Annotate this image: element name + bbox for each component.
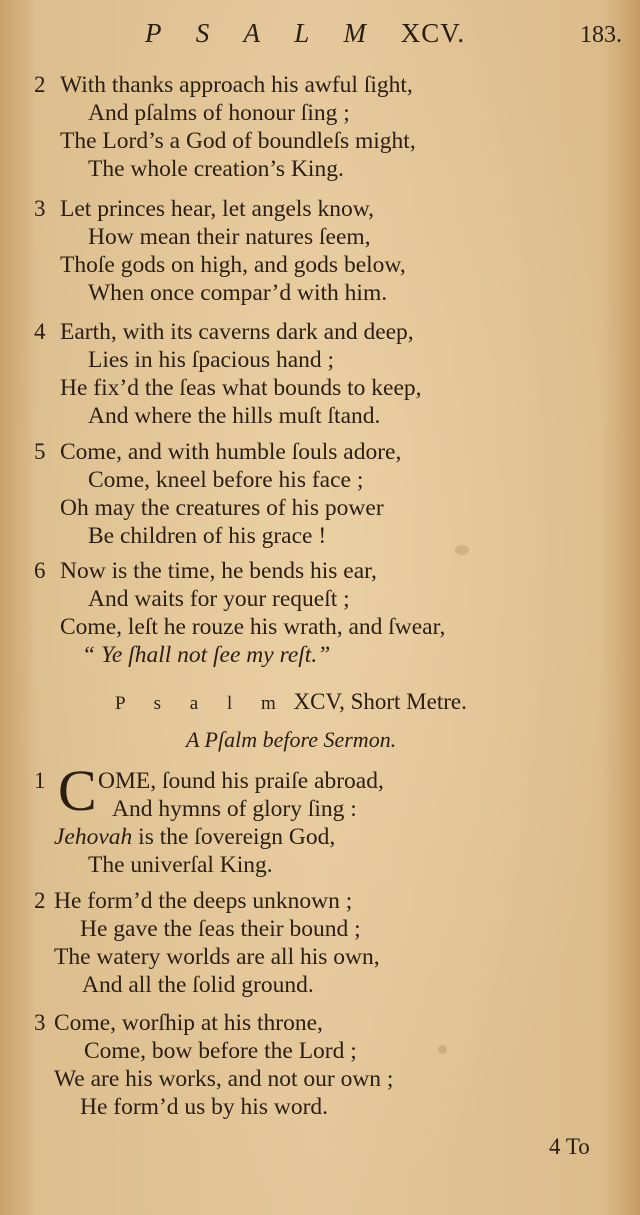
section-subheading: A Pſalm before Sermon. xyxy=(186,727,397,752)
verse-line: We are his works, and not our own ; xyxy=(54,1066,394,1092)
verse-line: Be children of his grace ! xyxy=(88,523,327,549)
verse-number: 2 xyxy=(34,72,46,97)
verse-line: Come, worſhip at his throne, xyxy=(54,1010,323,1036)
verse-line: He form’d us by his word. xyxy=(80,1094,329,1120)
verse-line: He gave the ſeas their bound ; xyxy=(80,916,361,942)
verse-number: 4 xyxy=(34,319,46,344)
verse-line: Jehovah is the ſovereign God, xyxy=(54,824,336,850)
verse-line: When once compar’d with him. xyxy=(88,280,388,306)
verse-line: And hymns of glory ſing : xyxy=(112,796,357,822)
verse-line: Come, kneel before his face ; xyxy=(88,467,364,493)
verse-line: Now is the time, he bends his ear, xyxy=(60,558,377,584)
verse-line: He form’d the deeps unknown ; xyxy=(54,888,353,914)
paper-stain xyxy=(438,1045,447,1054)
section-heading: P s a l m XCV, Short Metre. xyxy=(115,689,467,714)
verse-line: The whole creation’s King. xyxy=(88,156,344,182)
verse-line: The watery worlds are all his own, xyxy=(54,944,380,970)
verse-line: Come, bow before the Lord ; xyxy=(84,1038,357,1064)
verse-line: And waits for your requeſt ; xyxy=(88,586,350,612)
verse-line: Earth, with its caverns dark and deep, xyxy=(60,319,414,345)
verse-line: Let princes hear, let angels know, xyxy=(60,196,375,222)
verse-line: He fix’d the ſeas what bounds to keep, xyxy=(60,375,422,401)
drop-cap: C xyxy=(58,758,97,823)
verse-line-quote: “ Ye ſhall not ſee my reſt.” xyxy=(82,642,331,668)
verse-number: 3 xyxy=(34,196,46,221)
verse-line: Come, leſt he rouze his wrath, and ſwear, xyxy=(60,614,446,640)
verse-line: Lies in his ſpacious hand ; xyxy=(88,347,335,373)
verse-number: 3 xyxy=(34,1010,46,1035)
verse-line: Thoſe gods on high, and gods below, xyxy=(60,252,406,278)
paper-stain xyxy=(455,545,469,555)
verse-line: With thanks approach his awful ſight, xyxy=(60,72,413,98)
verse-line: The Lord’s a God of boundleſs might, xyxy=(60,128,416,154)
verse-line: The univerſal King. xyxy=(88,852,273,878)
verse-line: Come, and with humble ſouls adore, xyxy=(60,439,402,465)
verse-number: 6 xyxy=(34,558,46,583)
running-head xyxy=(0,14,640,54)
verse-number: 2 xyxy=(34,888,46,913)
verse-number: 1 xyxy=(34,768,46,793)
page-title: P S A L M XCV. xyxy=(145,18,466,48)
verse-line: And pſalms of honour ſing ; xyxy=(88,100,350,126)
verse-line: OME, ſound his praiſe abroad, xyxy=(98,768,384,794)
verse-number: 5 xyxy=(34,439,46,464)
catchword: 4 To xyxy=(549,1134,590,1159)
verse-line: And where the hills muſt ſtand. xyxy=(88,403,381,429)
verse-line: How mean their natures ſeem, xyxy=(88,224,371,250)
page-number: 183. xyxy=(580,22,622,48)
verse-line: And all the ſolid ground. xyxy=(82,972,314,998)
verse-line: Oh may the creatures of his power xyxy=(60,495,384,521)
